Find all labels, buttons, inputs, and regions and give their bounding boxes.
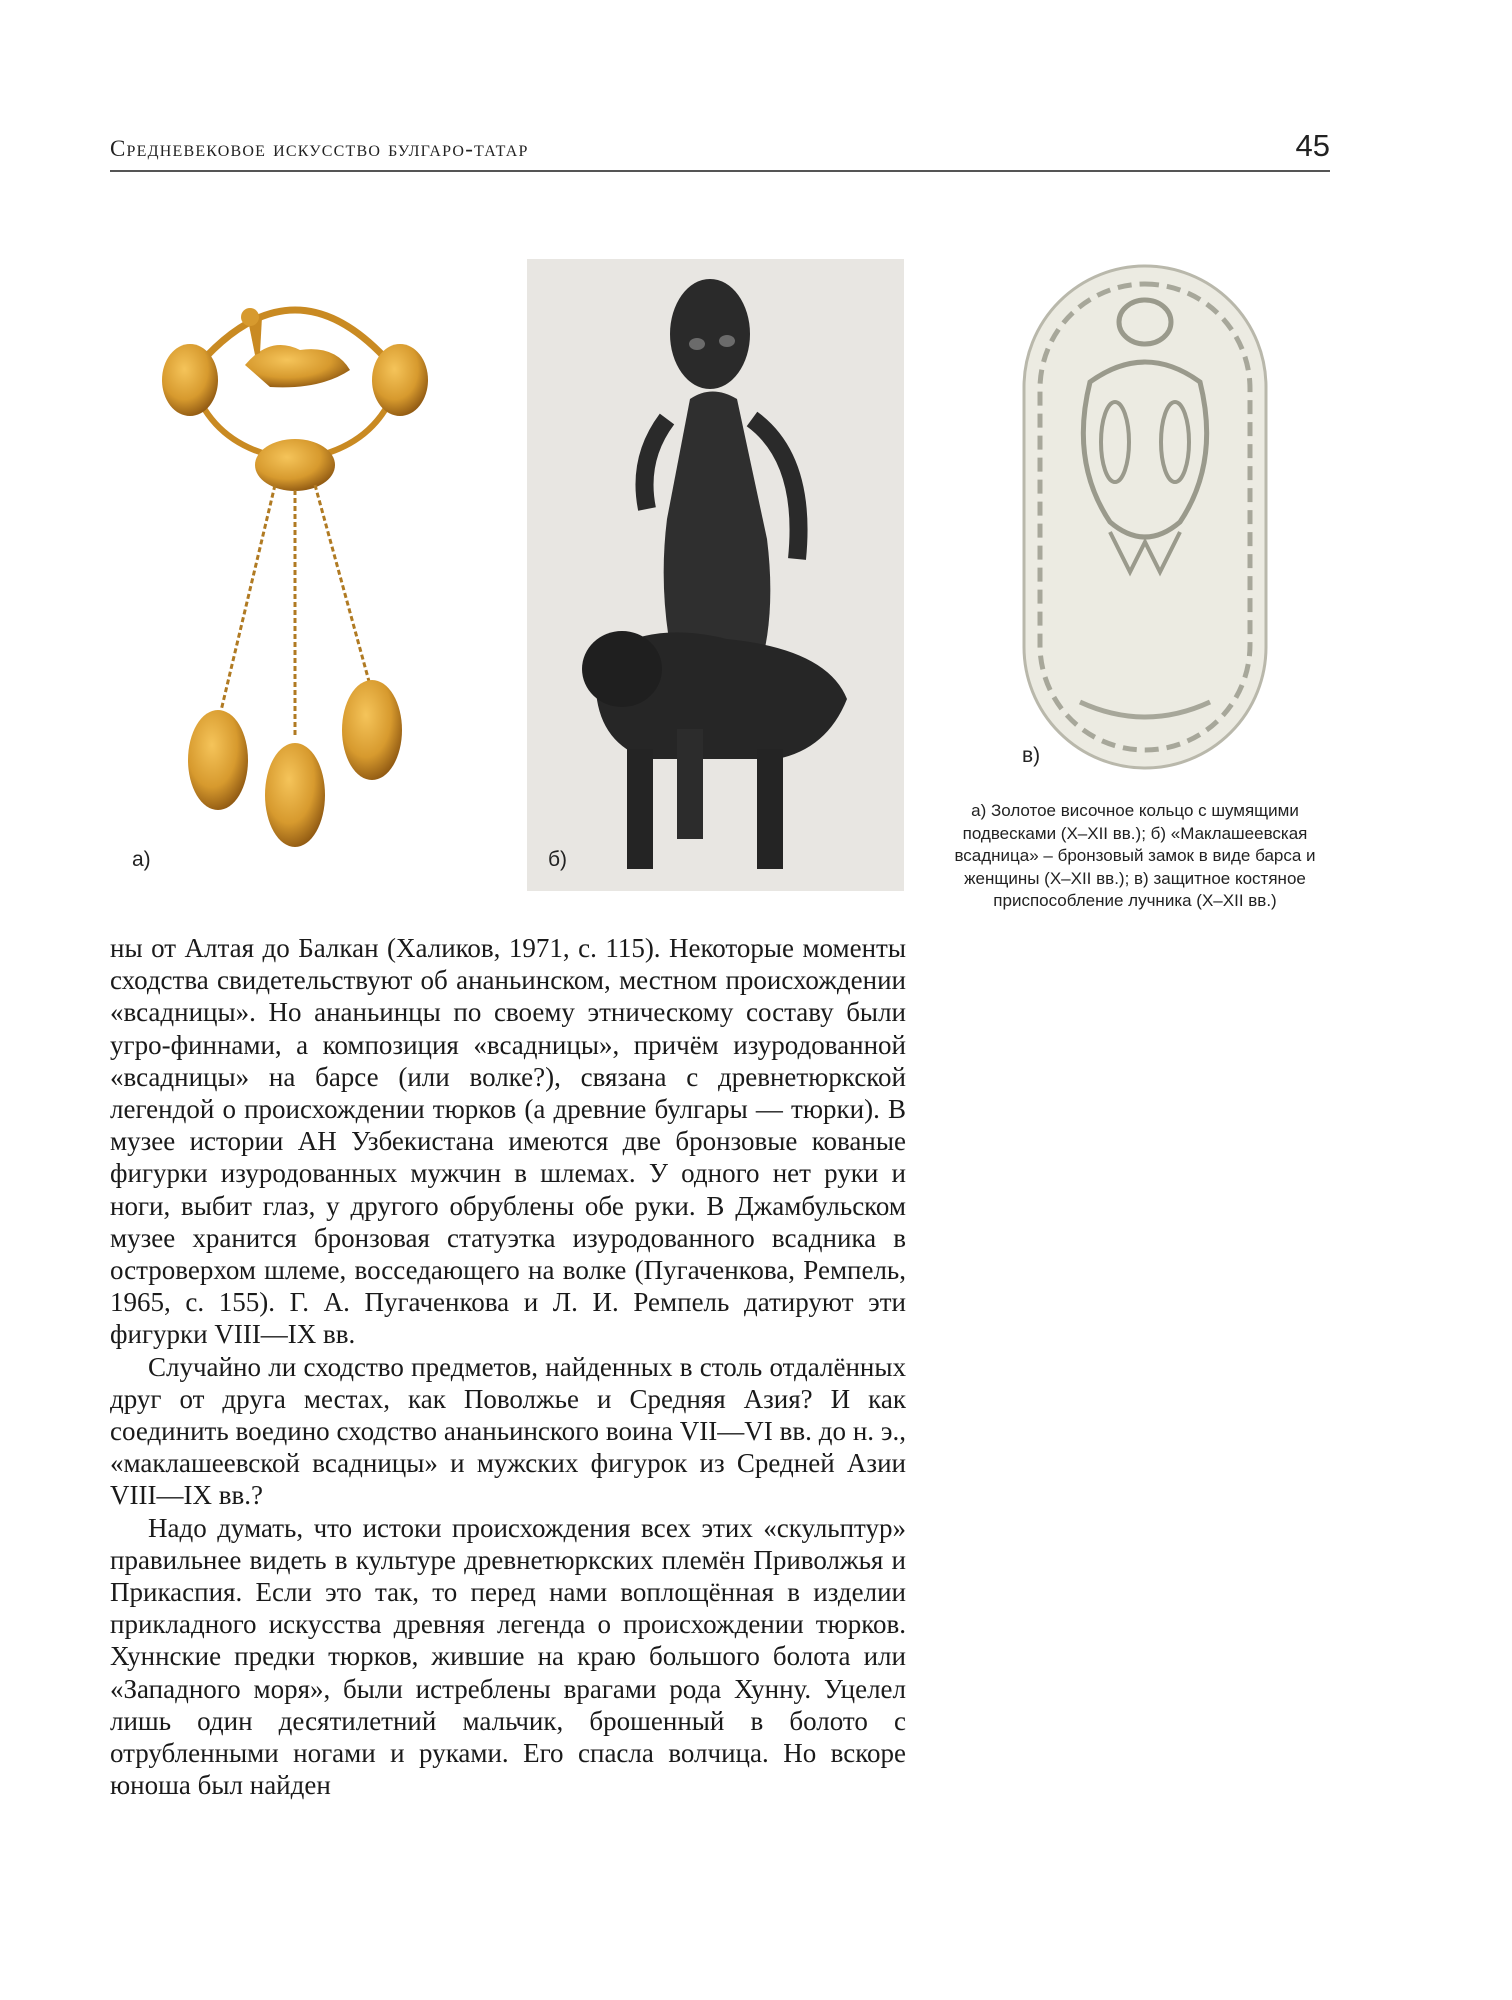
bronze-rider-lock-icon <box>527 259 904 891</box>
figure-a-label: а) <box>132 848 151 871</box>
body-text <box>110 932 906 1801</box>
header-rule <box>110 170 1330 172</box>
bone-archer-guard-icon <box>1020 262 1270 772</box>
figure-b <box>527 259 904 891</box>
running-title: Средневековое искусство булгаро-татар <box>110 136 529 161</box>
figure-caption: а) Золотое височное кольцо с шумящими подвесками (X–XII вв.); б) «Маклашеевская всадница» – бронзовый замок в виде барса и женщины (X–XII вв.); в) защитное костяное приспособление лучника (X–XII вв.) <box>954 801 1316 910</box>
paragraph: ны от Алтая до Балкан (Халиков, 1971, с. 115). Некоторые моменты сходства свидетельствуют об ананьинском, местном происхождении «всадницы». Но ананьинцы по своему этническому составу были угро-финнами, а композиция «всадницы», причём изуродованной «всадницы» на барсе (или волке?), связана с древнетюркской легендой о происхождении тюрков (а древние булгары — тюрки). В музее истории АН Узбекистана имеются две бронзовые кованые фигурки изуродованных мужчин в шлемах. У одного нет руки и ноги, выбит глаз, у другого обрублены обе руки. В Джамбульском музее хранится бронзовая статуэтка изуродованного всадника в островерхом шлеме, восседающего на волке (Пугаченкова, Ремпель, 1965, с. 155). Г. А. Пугаченкова и Л. И. Ремпель датируют эти фигурки VIII—IX вв. <box>110 933 906 1350</box>
figure-c <box>1020 262 1270 772</box>
figure-a <box>150 275 440 875</box>
figure-b-label: б) <box>548 848 568 871</box>
paragraph: Надо думать, что истоки происхождения всех этих «скульптур» правильнее видеть в культуре древнетюркских племён Приволжья и Прикаспия. Если это так, то перед нами воплощённая в изделии прикладного искусства древняя легенда о происхождении тюрков. Хуннские предки тюрков, жившие на краю большого болота или «Западного моря», были истреблены врагами рода Хунну. Уцелел лишь один десятилетний мальчик, брошенный в болото с отрубленными ногами и руками. Его спасла волчица. Но вскоре юноша был найден <box>110 1512 906 1801</box>
page-number: 45 <box>1295 128 1330 163</box>
figure-c-label: в) <box>1022 744 1041 767</box>
gold-temple-ring-icon <box>150 275 440 875</box>
paragraph: Случайно ли сходство предметов, найденных в столь отдалённых друг от друга местах, как Поволжье и Средняя Азия? И как соединить воедино сходство ананьинского воина VII—VI вв. до н. э., «маклашеевской всадницы» и мужских фигурок из Средней Азии VIII—IX вв.? <box>110 1351 906 1511</box>
